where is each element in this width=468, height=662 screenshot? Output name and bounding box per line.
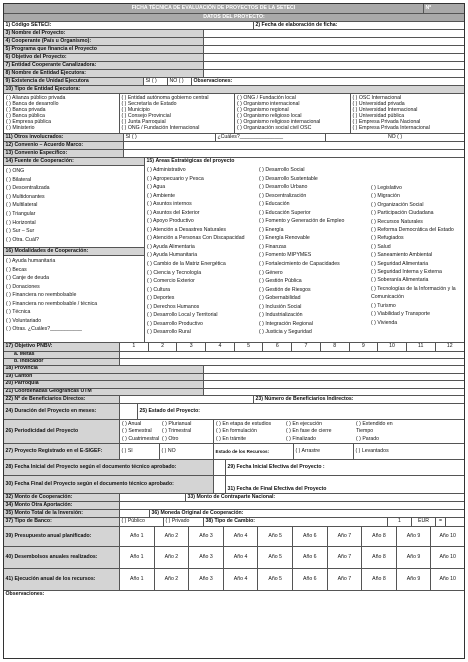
- location-row: [4, 381, 464, 389]
- row-10-header: [4, 86, 464, 94]
- row-35-36: [4, 510, 464, 518]
- areas-options: [145, 166, 464, 342]
- esigef-label: 27) Proyecto Registrado en el E-SIGEF:: [4, 444, 120, 459]
- area-option[interactable]: ( ) Tecnologías de la Información y la: [371, 285, 456, 292]
- seteci-code-field[interactable]: 1) Código SETECI:: [4, 22, 254, 29]
- areas-column: [257, 166, 369, 342]
- original-currency-field[interactable]: 36) Moneda Original de Cooperación:: [151, 510, 244, 516]
- row-goals: [4, 352, 464, 359]
- location-row: [4, 366, 464, 374]
- status-option[interactable]: ( ) En trámite: [216, 435, 246, 442]
- annual-execution-year-cell[interactable]: Año 7: [328, 569, 363, 590]
- annual-execution-label: 41) Ejecución anual de los recursos:: [4, 569, 120, 590]
- elaboration-date-field[interactable]: 2) Fecha de elaboración de ficha:: [255, 22, 338, 28]
- resources-status-label: Estado de los Recursos:: [214, 444, 294, 459]
- bank-private[interactable]: ( ) Privado: [164, 518, 204, 526]
- simple-row-label: 3) Nombre del Proyecto:: [4, 30, 204, 37]
- duration-field[interactable]: [120, 404, 138, 419]
- areas-column: [145, 166, 257, 342]
- area-option[interactable]: ( ) Seguridad Alimentaria: [371, 260, 429, 267]
- form-number-label: Nº: [424, 4, 464, 13]
- modality-option[interactable]: ( ) Financiera no reembolsable / técnica: [6, 300, 98, 307]
- framework-agreement-label: 12) Convenio – Acuerdo Marco:: [4, 142, 124, 149]
- simple-row: [4, 46, 464, 54]
- entity-type-option[interactable]: ( ) Consejo Provincial: [121, 113, 171, 120]
- area-option[interactable]: ( ) Desarrollo Social: [259, 167, 305, 173]
- row-observations: [4, 591, 464, 599]
- status-option[interactable]: Tiempo: [356, 428, 374, 435]
- pnbv-label: 17) Objetivo PNBV:: [4, 343, 120, 351]
- area-option[interactable]: ( ) Desarrollo Sustentable: [259, 175, 318, 182]
- entity-type-option[interactable]: ( ) Alianza público privada: [6, 95, 66, 101]
- periodicity-column: [160, 420, 214, 443]
- area-option[interactable]: ( ) Ambiente: [147, 192, 175, 199]
- pnbv-number[interactable]: 1: [120, 343, 149, 351]
- modality-option[interactable]: ( ) Ayuda humanitaria: [6, 258, 56, 264]
- area-option[interactable]: ( ) Desarrollo Urbano: [259, 184, 308, 191]
- area-option[interactable]: ( ) Refugiados: [371, 235, 404, 242]
- area-option[interactable]: ( ) Inclusión Social: [259, 303, 302, 310]
- simple-row-label: 5) Programa que financia el Proyecto: [4, 46, 204, 53]
- other-contribution-field[interactable]: [120, 502, 464, 509]
- bank-public[interactable]: ( ) Público: [120, 518, 164, 526]
- simple-row-field[interactable]: [204, 30, 464, 37]
- exchange-value-field[interactable]: [446, 518, 464, 526]
- row-9: [4, 78, 464, 86]
- area-option[interactable]: ( ) Integración Regional: [259, 320, 313, 327]
- simple-row: [4, 30, 464, 38]
- source-options: [4, 166, 144, 248]
- direct-beneficiaries-field[interactable]: [120, 396, 254, 403]
- simple-row-label: 8) Nombre de Entidad Ejecutora:: [4, 70, 204, 77]
- status-option[interactable]: ( ) Finalizado: [286, 435, 316, 442]
- source-option[interactable]: ( ) Descentralizada: [6, 185, 50, 192]
- source-option[interactable]: ( ) Triangular: [6, 210, 36, 217]
- status-option[interactable]: ( ) En etapa de estudios: [216, 421, 272, 427]
- modality-option[interactable]: ( ) Otras. ¿Cuáles?___________: [6, 326, 82, 332]
- area-option[interactable]: ( ) Finanzas: [259, 243, 287, 250]
- location-row: [4, 374, 464, 382]
- annual-disbursement-year-cell[interactable]: Año 5: [258, 547, 293, 568]
- total-investment-field[interactable]: [120, 510, 150, 517]
- annual-disbursement-year-cell[interactable]: Año 3: [189, 547, 224, 568]
- area-option[interactable]: ( ) Comercio Exterior: [147, 278, 195, 285]
- final-observations-field[interactable]: Observaciones:: [5, 591, 45, 598]
- area-option[interactable]: ( ) Viabilidad y Transporte: [371, 311, 431, 318]
- planned-budget-year-cell[interactable]: Año 7: [328, 527, 363, 546]
- pnbv-number[interactable]: 6: [263, 343, 292, 351]
- area-option[interactable]: ( ) Seguridad Interna y Externa: [371, 269, 442, 276]
- simple-row: [4, 62, 464, 70]
- annual-disbursement-label: 40) Desembolsos anuales realizados:: [4, 547, 120, 568]
- area-option[interactable]: ( ) Participación Ciudadana: [371, 210, 434, 217]
- direct-beneficiaries-label: 22) Nº de Beneficiarios Directos:: [4, 396, 120, 403]
- location-field[interactable]: [204, 366, 464, 373]
- row-13: [4, 150, 464, 158]
- row-30-31: [4, 476, 464, 494]
- executing-unit-label: 9) Existencia de Unidad Ejecutora: [4, 78, 144, 85]
- entity-type-option[interactable]: ( ) Universidad privada: [352, 101, 405, 108]
- status-column: [354, 420, 464, 443]
- area-option[interactable]: ( ) Turismo: [371, 302, 396, 309]
- area-option[interactable]: ( ) Desarrollo Rural: [147, 329, 191, 336]
- area-option[interactable]: ( ) Derechos Humanos: [147, 303, 200, 310]
- area-option[interactable]: ( ) Energía: [259, 226, 284, 233]
- simple-row: [4, 38, 464, 46]
- entity-type-option[interactable]: ( ) Organismo religioso internacional: [237, 119, 321, 126]
- area-option[interactable]: ( ) Ayuda Humanitaria: [147, 252, 198, 259]
- source-option[interactable]: ( ) Otra. Cuál?: [6, 236, 39, 243]
- annual-execution-year-cell[interactable]: Año 10: [439, 575, 456, 582]
- row-indicator: [4, 359, 464, 366]
- other-involved-label: 11) Otros involucrados:: [4, 134, 124, 141]
- area-option[interactable]: ( ) Energía Renovable: [259, 235, 310, 242]
- goals-label: a. Metas: [4, 352, 120, 358]
- indicator-field[interactable]: [120, 359, 464, 365]
- entity-type-option[interactable]: ( ) Junta Parroquial: [121, 119, 166, 126]
- duration-label: 24) Duración del Proyecto en meses:: [4, 404, 120, 419]
- area-option[interactable]: Comunicación: [371, 294, 404, 301]
- location-label: 18) Provincia: [4, 366, 204, 373]
- row-12: [4, 142, 464, 150]
- area-option[interactable]: ( ) Ayuda Alimentaria: [147, 243, 195, 250]
- entity-type-label: 10) Tipo de Entidad Ejecutora:: [4, 86, 464, 93]
- periodicity-option[interactable]: ( ) Trimestral: [162, 428, 192, 435]
- source-option[interactable]: ( ) Sur – Sur: [6, 228, 35, 235]
- planned-budget-year-cell[interactable]: Año 9: [397, 527, 432, 546]
- annual-disbursement-year-cell[interactable]: Año 7: [328, 547, 363, 568]
- area-option[interactable]: ( ) Saneamiento Ambiental: [371, 252, 433, 259]
- area-option[interactable]: ( ) Migración: [371, 193, 400, 200]
- source-option[interactable]: ( ) Horizontal: [6, 219, 36, 226]
- periodicity-option[interactable]: ( ) Plurianual: [162, 421, 192, 427]
- location-field[interactable]: [204, 389, 464, 396]
- modality-option[interactable]: ( ) Técnica: [6, 309, 31, 315]
- cooperation-amount-label: 32) Monto de Cooperación:: [4, 494, 120, 501]
- section-title: DATOS DEL PROYECTO:: [4, 14, 464, 21]
- area-option[interactable]: ( ) Desarrollo Local y Territorial: [147, 312, 218, 319]
- effective-initial-date-label: 29) Fecha Inicial Efectiva del Proyecto :: [227, 463, 325, 470]
- status-column: [214, 420, 284, 443]
- periodicity-column: [120, 420, 160, 443]
- entity-type-option[interactable]: ( ) Ministerio: [6, 125, 35, 132]
- annual-disbursement-year-cell[interactable]: Año 8: [362, 547, 397, 568]
- simple-row-label: 4) Cooperante (País u Organismo):: [4, 38, 204, 45]
- project-status-label: 25) Estado del Proyecto:: [139, 407, 201, 414]
- periodicity-option[interactable]: ( ) Anual: [122, 421, 142, 427]
- entity-type-option[interactable]: ( ) Universidad pública: [352, 113, 405, 120]
- form-title: FICHA TÉCNICA DE EVALUACIÓN DE PROYECTOS DE LA SETECI: [4, 4, 424, 13]
- area-option[interactable]: ( ) Atención a Personas Con Discapacidad: [147, 235, 245, 242]
- planned-budget-year-cell[interactable]: Año 6: [293, 527, 328, 546]
- exchange-one[interactable]: 1: [388, 518, 412, 526]
- pnbv-number[interactable]: 3: [177, 343, 206, 351]
- row-27: [4, 444, 464, 460]
- esigef-no[interactable]: ( ) NO: [160, 444, 214, 459]
- periodicity-label: 26) Periodicidad del Proyecto: [4, 420, 120, 443]
- area-option[interactable]: ( ) Fomento y Generación de Empleo: [259, 218, 345, 225]
- simple-row: [4, 70, 464, 78]
- annual-execution-year-cell[interactable]: Año 9: [397, 569, 432, 590]
- area-option[interactable]: ( ) Género: [259, 269, 283, 276]
- area-option[interactable]: ( ) Fomento MIPYMES: [259, 252, 312, 259]
- area-option[interactable]: ( ) Recursos Naturales: [371, 218, 423, 225]
- esigef-si[interactable]: ( ) SI: [120, 444, 160, 459]
- other-involved-no[interactable]: NO ( ): [387, 134, 403, 140]
- location-label: 21) Coordenadas Geográficas UTM: [4, 389, 204, 396]
- location-label: 19) Cantón: [4, 374, 204, 381]
- final-date-label: 30) Fecha Final del Proyecto según el documento técnico aprobado:: [4, 476, 214, 493]
- area-option[interactable]: ( ) Organización Social: [371, 201, 424, 208]
- area-option[interactable]: ( ) Asuntos internos: [147, 201, 192, 208]
- area-option[interactable]: ( ) Deportes: [147, 295, 175, 302]
- status-option[interactable]: ( ) En formulación: [216, 428, 257, 435]
- executing-unit-no[interactable]: NO ( ): [168, 78, 192, 85]
- status-option[interactable]: ( ) En fase de cierre: [286, 428, 332, 435]
- cooperation-amount-field[interactable]: [120, 494, 186, 501]
- simple-row-field[interactable]: [204, 62, 464, 69]
- entity-type-option[interactable]: ( ) Empresa Privada Internacional: [352, 125, 430, 132]
- area-option[interactable]: ( ) Gobernabilidad: [259, 295, 301, 302]
- annual-disbursement-year-cell[interactable]: Año 2: [155, 547, 190, 568]
- location-field[interactable]: [204, 381, 464, 388]
- entity-type-option[interactable]: ( ) Banca pública: [6, 113, 45, 120]
- area-option[interactable]: ( ) Educación Superior: [259, 209, 311, 216]
- specific-agreement-label: 13) Convenio Específico:: [4, 150, 124, 157]
- pnbv-number[interactable]: 5: [235, 343, 264, 351]
- status-option[interactable]: ( ) Parado: [356, 435, 380, 442]
- periodicity-option[interactable]: ( ) Cuatrimestral: [122, 435, 160, 442]
- specific-agreement-field[interactable]: [124, 150, 464, 157]
- annual-execution-year-cell[interactable]: Año 6: [293, 569, 328, 590]
- framework-agreement-field[interactable]: [124, 142, 464, 149]
- pnbv-row: [4, 343, 464, 352]
- indicator-label: b. Indicador: [4, 359, 120, 365]
- entity-type-column: [351, 94, 465, 133]
- resources-levantados[interactable]: ( ) Levantados: [355, 447, 389, 454]
- modality-option[interactable]: ( ) Financiera no reembolsable: [6, 292, 77, 298]
- planned-budget-year-cell[interactable]: Año 5: [258, 527, 293, 546]
- row-26: [4, 420, 464, 444]
- status-column: [284, 420, 354, 443]
- observations-field[interactable]: Observaciones:: [193, 78, 233, 84]
- row-22-23: [4, 396, 464, 404]
- annual-disbursement-year-cell[interactable]: Año 6: [293, 547, 328, 568]
- area-option[interactable]: ( ) Administrativo: [147, 167, 186, 173]
- location-label: 20) Parroquia: [4, 381, 204, 388]
- source-label: 14) Fuente de Cooperación:: [4, 158, 144, 166]
- simple-row-label: 7) Entidad Cooperante Canalizadora:: [4, 62, 204, 69]
- entity-type-options: [4, 94, 464, 134]
- executing-unit-si[interactable]: SI ( ): [144, 78, 168, 85]
- annual-disbursement-year-cell[interactable]: Año 1: [120, 547, 155, 568]
- modality-label: 16) Modalidades de Cooperación:: [4, 248, 144, 256]
- bank-type-label: 37) Tipo de Banco:: [4, 518, 120, 526]
- other-involved-si[interactable]: SI ( ): [124, 134, 216, 141]
- entity-type-option[interactable]: ( ) Banca privada: [6, 107, 46, 114]
- annual-execution-year-cell[interactable]: Año 3: [189, 569, 224, 590]
- planned-budget-label: 39) Presupuesto anual planificado:: [4, 527, 120, 546]
- simple-row: [4, 54, 464, 62]
- cooperation-areas-block: [4, 158, 464, 343]
- resources-arrastre[interactable]: ( ) Arrastre: [294, 444, 354, 459]
- total-investment-label: 35) Monto Total de la Inversión:: [4, 510, 120, 517]
- entity-type-option[interactable]: ( ) Organización social civil OSC: [237, 125, 312, 132]
- area-option[interactable]: ( ) Agua: [147, 184, 166, 191]
- entity-type-column: [120, 94, 236, 133]
- area-option[interactable]: ( ) Industrialización: [259, 312, 303, 319]
- initial-date-label: 28) Fecha Inicial del Proyecto según el documento técnico aprobado:: [4, 460, 214, 475]
- entity-type-option[interactable]: ( ) Empresa Privada Nacional: [352, 119, 421, 126]
- planned-budget-year-cell[interactable]: Año 2: [155, 527, 190, 546]
- row-41: [4, 569, 464, 591]
- final-date-field[interactable]: [214, 476, 226, 493]
- annual-disbursement-year-cell[interactable]: Año 4: [224, 547, 259, 568]
- area-option[interactable]: ( ) Descentralización: [259, 192, 307, 199]
- area-option[interactable]: ( ) Apoyo Productivo: [147, 218, 194, 225]
- area-option[interactable]: ( ) Agropecuario y Pesca: [147, 175, 204, 182]
- entity-type-option[interactable]: ( ) ONG / Fundación local: [237, 95, 296, 101]
- simple-row-field[interactable]: [204, 70, 464, 77]
- areas-col: [145, 158, 464, 342]
- area-option[interactable]: ( ) Educación: [259, 201, 290, 208]
- source-option[interactable]: ( ) Multidonantes: [6, 193, 45, 200]
- location-field[interactable]: [204, 374, 464, 381]
- entity-type-option[interactable]: ( ) Universidad Internacional: [352, 107, 418, 114]
- other-contribution-label: 34) Monto Otra Aportación:: [4, 502, 120, 509]
- periodicity-option[interactable]: ( ) Otro: [162, 435, 179, 442]
- area-option[interactable]: ( ) Cambio de la Matriz Energética: [147, 261, 226, 268]
- annual-execution-year-cell[interactable]: Año 1: [120, 569, 155, 590]
- row-32-33: [4, 494, 464, 502]
- location-row: [4, 389, 464, 397]
- entity-type-option[interactable]: ( ) Organismo regional: [237, 107, 289, 114]
- area-option[interactable]: ( ) Salud: [371, 243, 391, 250]
- other-involved-which[interactable]: ¿Cuáles?_______________: [216, 134, 326, 141]
- entity-type-option[interactable]: ( ) Organismo internacional: [237, 101, 300, 108]
- entity-type-option[interactable]: ( ) OSC Internacional: [352, 95, 402, 101]
- entity-type-column: [235, 94, 351, 133]
- row-34: [4, 502, 464, 510]
- modality-option[interactable]: ( ) Canje de deuda: [6, 275, 49, 281]
- form-header: [4, 4, 464, 14]
- status-option[interactable]: ( ) Extendido en: [356, 421, 393, 427]
- exchange-currency[interactable]: EUR: [412, 518, 436, 526]
- periodicity-option[interactable]: ( ) Semestral: [122, 428, 152, 435]
- annual-execution-year-cell[interactable]: Año 5: [258, 569, 293, 590]
- area-option[interactable]: ( ) Reforma Democrática del Estado: [371, 227, 454, 234]
- modality-option[interactable]: ( ) Voluntariado: [6, 317, 42, 324]
- simple-row-field[interactable]: [204, 46, 464, 53]
- simple-row-field[interactable]: [204, 54, 464, 61]
- planned-budget-year-cell[interactable]: Año 1: [120, 527, 155, 546]
- annual-execution-year-cell[interactable]: Año 2: [155, 569, 190, 590]
- entity-type-option[interactable]: ( ) Banca de desarrollo: [6, 101, 59, 108]
- pnbv-number[interactable]: 7: [292, 343, 321, 351]
- status-option[interactable]: ( ) En ejecución: [286, 421, 323, 427]
- entity-type-option[interactable]: ( ) ONG / Fundación Internacional: [121, 125, 200, 132]
- initial-date-field[interactable]: [214, 460, 226, 475]
- row-39: [4, 527, 464, 547]
- pnbv-number[interactable]: 11: [407, 343, 436, 351]
- planned-budget-year-cell[interactable]: Año 3: [189, 527, 224, 546]
- area-option[interactable]: ( ) Legislativo: [371, 185, 402, 191]
- entity-type-option[interactable]: ( ) Secretaría de Estado: [121, 101, 177, 108]
- area-option[interactable]: ( ) Ciencia y Tecnología: [147, 269, 202, 276]
- row-40: [4, 547, 464, 569]
- pnbv-number[interactable]: 2: [149, 343, 178, 351]
- area-option[interactable]: ( ) Soberanía Alimentaria: [371, 277, 429, 284]
- modality-option[interactable]: ( ) Becas: [6, 266, 27, 273]
- area-option[interactable]: ( ) Desarrollo Productivo: [147, 320, 203, 327]
- areas-label: 15) Áreas Estratégicas del proyecto: [146, 158, 235, 165]
- entity-type-option[interactable]: ( ) Entidad autónoma gobierno central: [121, 95, 209, 101]
- source-option[interactable]: ( ) ONG: [6, 168, 25, 174]
- pnbv-number[interactable]: 8: [321, 343, 350, 351]
- simple-row-field[interactable]: [204, 38, 464, 45]
- annual-execution-year-cell[interactable]: Año 8: [362, 569, 397, 590]
- counterpart-amount-field[interactable]: 33) Monto de Contraparte Nacional:: [187, 494, 276, 500]
- area-option[interactable]: ( ) Asuntos del Exterior: [147, 209, 200, 216]
- entity-type-option[interactable]: ( ) Organismo religioso local: [237, 113, 302, 120]
- area-option[interactable]: ( ) Atención a Desastres Naturales: [147, 226, 226, 233]
- project-evaluation-form: [3, 3, 465, 659]
- planned-budget-year-cell[interactable]: Año 8: [362, 527, 397, 546]
- area-option[interactable]: ( ) Gestión de Riesgos: [259, 286, 311, 293]
- planned-budget-year-cell[interactable]: Año 4: [224, 527, 259, 546]
- annual-execution-year-cell[interactable]: Año 4: [224, 569, 259, 590]
- area-option[interactable]: ( ) Fortalecimiento de Capacidades: [259, 261, 340, 268]
- planned-budget-year-cell[interactable]: Año 10: [439, 532, 456, 539]
- section-header: [4, 14, 464, 22]
- area-option[interactable]: ( ) Vivienda: [371, 319, 398, 326]
- pnbv-number[interactable]: 4: [206, 343, 235, 351]
- row-11: [4, 134, 464, 142]
- pnbv-number[interactable]: 10: [378, 343, 407, 351]
- pnbv-number[interactable]: 12: [446, 343, 453, 350]
- entity-type-column: [4, 94, 120, 133]
- left-col: [4, 158, 145, 342]
- entity-type-option[interactable]: ( ) Municipio: [121, 107, 150, 114]
- source-option[interactable]: ( ) Multilateral: [6, 202, 38, 209]
- simple-row-label: 6) Objetivo del Proyecto:: [4, 54, 204, 61]
- effective-final-date-label: 31) Fecha de Final Efectiva del Proyecto: [227, 486, 327, 493]
- row-37-38: [4, 518, 464, 527]
- areas-column: [369, 166, 464, 342]
- row-28-29: [4, 460, 464, 476]
- annual-disbursement-year-cell[interactable]: Año 9: [397, 547, 432, 568]
- exchange-rate-label: 38) Tipo de Cambio:: [204, 518, 388, 526]
- row-24-25: [4, 404, 464, 420]
- area-option[interactable]: ( ) Cultura: [147, 286, 171, 293]
- area-option[interactable]: ( ) Justicia y Seguridad: [259, 329, 312, 336]
- source-option[interactable]: ( ) Bilateral: [6, 176, 32, 183]
- modality-option[interactable]: ( ) Donaciones: [6, 283, 40, 290]
- pnbv-number[interactable]: 9: [350, 343, 379, 351]
- exchange-equals: =: [436, 518, 446, 526]
- indirect-beneficiaries-field[interactable]: 23) Número de Beneficiarios Indirectos:: [255, 396, 354, 402]
- annual-disbursement-year-cell[interactable]: Año 10: [439, 553, 456, 560]
- row-1-2: [4, 22, 464, 30]
- area-option[interactable]: ( ) Gestión Pública: [259, 278, 302, 285]
- modality-options: [4, 256, 144, 342]
- entity-type-option[interactable]: ( ) Empresa pública: [6, 119, 51, 126]
- goals-field[interactable]: [120, 352, 464, 358]
